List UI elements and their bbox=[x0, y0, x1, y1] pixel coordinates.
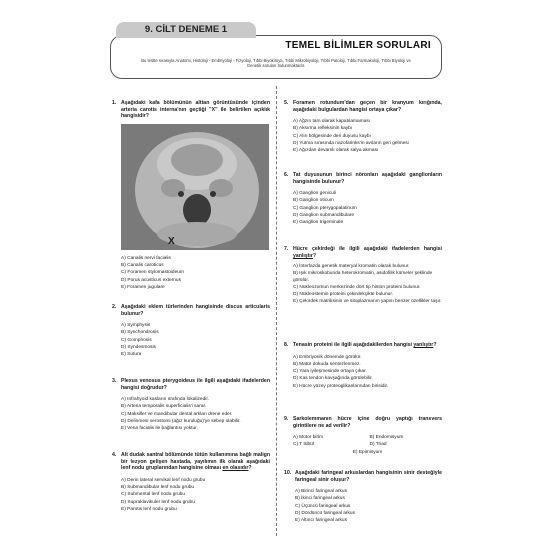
skull-illustration bbox=[121, 124, 269, 250]
question-text-end: ? bbox=[248, 465, 252, 472]
question-text: Foramen rotundum'dan geçen bir kranyum kırığında, aşağıdaki bulgulardan hangisi ortaya çıkar? bbox=[293, 100, 442, 113]
question-text-emphasis: yanlıştır bbox=[293, 252, 313, 259]
question-5 bbox=[284, 100, 442, 155]
answer-options bbox=[121, 322, 270, 358]
option-b[interactable]: B) Matür dokuda sentezlenmez. bbox=[293, 361, 361, 367]
question-2 bbox=[112, 304, 270, 359]
question-text-end: ? bbox=[312, 252, 317, 259]
question-text-main: Hücre çekirdeği ile ilgili aşağıdaki ifadelerden hangisi bbox=[293, 246, 442, 252]
answer-options bbox=[121, 396, 270, 432]
option-e[interactable]: E) Ganglion trigeminale bbox=[293, 220, 344, 226]
option-e[interactable]: E) Epimisyum bbox=[352, 449, 383, 455]
question-10 bbox=[284, 470, 442, 525]
option-b[interactable]: B) Ganglion oticum bbox=[293, 198, 334, 204]
question-number: 4. bbox=[112, 452, 117, 458]
option-b[interactable]: B) Arteria temporalis superficialis'i sarar. bbox=[121, 404, 207, 410]
question-8 bbox=[284, 342, 442, 390]
option-b[interactable]: B) Synchondrosis bbox=[121, 330, 159, 336]
question-number: 5. bbox=[284, 100, 289, 106]
column-divider bbox=[276, 86, 277, 536]
question-text: Aşağıdaki kafa bölümünün alttan görüntüsünde içinden arteria carotis interna'nın geçtiği "X" ile belirtilen açıklık hangisidir? bbox=[121, 100, 270, 120]
option-c[interactable]: C) Yara iyileşmesinde ortaya çıkar. bbox=[293, 369, 367, 375]
option-e[interactable]: E) Sutura bbox=[121, 352, 142, 358]
question-4 bbox=[112, 452, 270, 513]
option-d[interactable]: D) Porus acusticus externus bbox=[121, 277, 181, 283]
option-a[interactable]: A) Birinci faringeal arkus bbox=[295, 489, 347, 495]
option-a[interactable]: A) İnterfazda genetik materyal kromatin olarak bulunur. bbox=[293, 264, 410, 270]
option-d[interactable]: D) Kas tendon kavşağında görülebilir. bbox=[293, 376, 373, 382]
answer-options bbox=[121, 255, 270, 291]
section-title: TEMEL BİLİMLER SORULARI bbox=[285, 40, 431, 51]
question-text: Aşağıdaki eklem türlerinden hangisinde discus articularis bulunur? bbox=[121, 304, 270, 317]
section-description: Bu testte sırasıyla Anatomi, Histoloji - Embriyoloji - Fizyoloji, Tıbbi Biyokimya, Tıbbi Mikrobiyoloji, Tıbbi Patoloji, Tıbbi Farmakoloji, Tıbbi Biyoloji ve Genetik soruları bulunmaktadır. bbox=[141, 58, 411, 69]
question-text-emphasis: yanlıştır bbox=[413, 342, 434, 348]
answer-options bbox=[293, 118, 442, 154]
option-c[interactable]: C) Gomphosis bbox=[121, 337, 152, 343]
option-c[interactable]: C) Alın bölgesinde deri duyusu kaybı bbox=[293, 133, 371, 139]
question-text: Plexus venosus pterygoideus ile ilgili aşağıdaki ifadelerden hangisi doğrudur? bbox=[121, 378, 270, 391]
question-text-main: Tenasin proteini ile ilgili aşağıdakilerden hangisi bbox=[293, 342, 414, 348]
option-c[interactable]: C) Submental lenf nodu grubu bbox=[121, 492, 185, 498]
question-text bbox=[121, 452, 270, 472]
option-c[interactable]: C) Nükleozomun merkezinde dört tip histon proteini bulunur. bbox=[293, 284, 421, 290]
answer-options bbox=[293, 264, 442, 305]
option-e[interactable]: E) Parotis lenf nodu grubu bbox=[121, 506, 177, 512]
question-number: 2. bbox=[112, 304, 117, 310]
question-1 bbox=[112, 100, 270, 291]
option-c[interactable]: C) Ganglion pterygopalatinum bbox=[293, 205, 357, 211]
option-e[interactable]: E) Foramen jugulare bbox=[121, 284, 165, 290]
option-e[interactable]: E) Ağızdan devamlı olarak salya akması bbox=[293, 148, 379, 154]
option-e[interactable]: E) Altıncı faringeal arkus bbox=[295, 518, 347, 524]
option-c[interactable]: C) Maksiller ve mandibular dental arkları drene eder. bbox=[121, 411, 233, 417]
x-marker-label: X bbox=[168, 236, 175, 247]
question-text bbox=[293, 342, 442, 349]
answer-options bbox=[121, 477, 270, 513]
option-c[interactable]: C) T tübül bbox=[293, 442, 314, 448]
skull-base-image bbox=[121, 124, 269, 250]
option-c[interactable]: C) Üçüncü faringeal arkus bbox=[295, 503, 351, 509]
exam-tab-label: 9. CİLT DENEME 1 bbox=[116, 22, 256, 38]
option-d[interactable]: D) Ganglion submandibulare bbox=[293, 213, 355, 219]
option-b[interactable]: B) Submandibular lenf nodu grubu bbox=[121, 485, 195, 491]
question-text: Sarkolemmanın hücre içine doğru yaptığı transvers girintilere ne ad verilir? bbox=[293, 416, 442, 429]
option-e[interactable]: E) Vena facialis ile bağlantısı yoktur. bbox=[121, 426, 198, 432]
option-b[interactable]: B) Canalis caroticus bbox=[121, 263, 164, 269]
option-d[interactable]: D) Supraklavikuler lenf nodu grubu bbox=[121, 499, 195, 505]
option-a[interactable]: A) Embriyonik dönemde görülür. bbox=[293, 354, 362, 360]
question-number: 1. bbox=[112, 100, 117, 106]
question-text-emphasis: en olasıdır bbox=[222, 465, 249, 472]
option-d[interactable]: D) Delinmesi xerostomi (ağız kuruluğu)'ye sebep olabilir. bbox=[121, 419, 241, 425]
option-d[interactable]: D) Yutma sırasında nazofarinks'in avıların geri gelmesi bbox=[293, 141, 409, 147]
question-text: Tat duyusunun birinci nöronları aşağıdaki ganglionların hangisinde bulunur? bbox=[293, 172, 442, 185]
option-a[interactable]: A) Motor birim bbox=[293, 435, 324, 441]
question-text: Aşağıdaki faringeal arkuslardan hangisinin sinir desteğiyle faringeal sinir oluşur? bbox=[295, 470, 442, 483]
header-box bbox=[110, 35, 442, 79]
question-number: 9. bbox=[284, 416, 289, 422]
question-number: 8. bbox=[284, 342, 289, 348]
answer-options bbox=[295, 488, 442, 524]
answer-options bbox=[293, 434, 442, 449]
answer-options-extra bbox=[293, 449, 442, 456]
answer-options bbox=[293, 354, 442, 390]
question-6 bbox=[284, 172, 442, 227]
question-number: 7. bbox=[284, 246, 289, 252]
option-a[interactable]: A) Ağzın tam olarak kapatılamaması bbox=[293, 119, 371, 125]
question-9 bbox=[284, 416, 442, 456]
question-3 bbox=[112, 378, 270, 433]
question-number: 10. bbox=[284, 470, 292, 476]
option-e[interactable]: E) Hücre yüzey proteoglikanlarından birisidir. bbox=[293, 383, 389, 389]
option-b[interactable]: B) Işık mikroskobunda heterokromatin, asidofilik kümeler şeklinde görülür. bbox=[293, 271, 433, 283]
question-number: 6. bbox=[284, 172, 289, 178]
option-a[interactable]: A) Canalis nervi facialis bbox=[121, 255, 171, 261]
option-d[interactable]: D) Syndesmosis bbox=[121, 345, 156, 351]
option-b[interactable]: B) İkinci faringeal arkus bbox=[295, 496, 345, 502]
question-text-main: Alt dudak santral bölümünde tütün kullanımına bağlı malign bir lezyon gelişen hastada, yayılımın ilk olarak aşağıdaki lenf nodu gruplarından hangisine olması bbox=[121, 452, 270, 472]
option-d[interactable]: D) Triad bbox=[369, 442, 387, 448]
option-b[interactable]: B) Endomisyum bbox=[369, 435, 404, 441]
exam-page bbox=[108, 20, 444, 540]
question-7 bbox=[284, 246, 442, 306]
option-d[interactable]: D) Dördüncü faringeal arkus bbox=[295, 511, 355, 517]
option-d[interactable]: D) Nükleostemin proteini çekirdekçikte bulunur. bbox=[293, 292, 393, 297]
option-e[interactable]: E) Çekirdek matriksinin ve sitoplazmanın yapısı benzer özellikler taşır. bbox=[293, 299, 442, 305]
option-c[interactable]: C) Foramen stylomastoideum bbox=[121, 270, 184, 276]
option-b[interactable]: B) Aksırma refleksinin kaybı bbox=[293, 126, 353, 132]
option-a[interactable]: A) Derin lateral servikal lenf nodu grubu bbox=[121, 477, 206, 483]
option-a[interactable]: A) Infrahyoid kasların ıtrafında lokalizedir. bbox=[121, 397, 209, 403]
answer-options bbox=[293, 190, 442, 226]
option-a[interactable]: A) Symphysis bbox=[121, 323, 151, 329]
question-text-end: ? bbox=[433, 342, 437, 348]
question-text bbox=[293, 246, 442, 259]
option-a[interactable]: A) Ganglion geniculi bbox=[293, 191, 336, 197]
question-number: 3. bbox=[112, 378, 117, 384]
